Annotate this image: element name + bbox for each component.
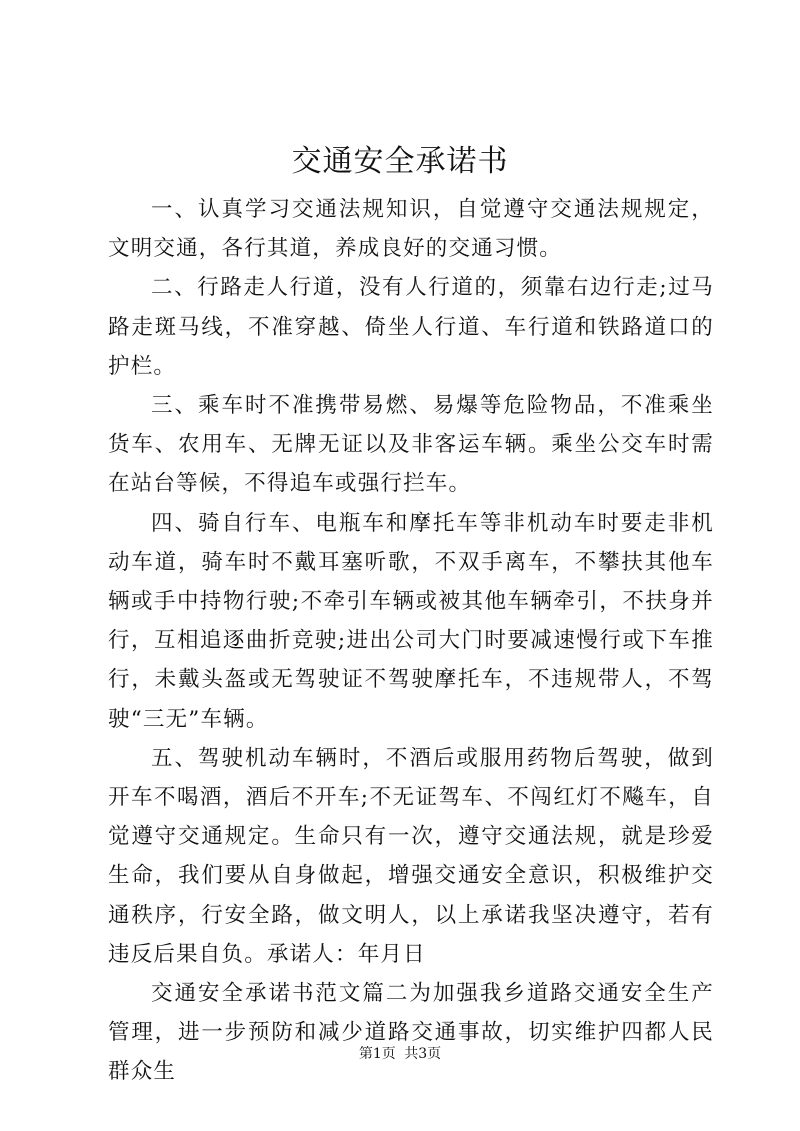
paragraph-5: 五、驾驶机动车辆时，不酒后或服用药物后驾驶，做到开车不喝酒，酒后不开车;不无证驾车、不闯红灯不飚车，自觉遵守交通规定。生命只有一次，遵守交通法规，就是珍爱生命，我们要从自身做起，增强交通安全意识，积极维护交通秩序，行安全路，做文明人，以上承诺我坚决遵守，若有违反后果自负。承诺人：年月日 [108,745,714,967]
document-body [108,190,714,1092]
paragraph-3: 三、乘车时不准携带易燃、易爆等危险物品，不准乘坐货车、农用车、无牌无证以及非客运车辆。乘坐公交车时需在站台等候，不得追车或强行拦车。 [108,393,714,497]
paragraph-6: 交通安全承诺书范文篇二为加强我乡道路交通安全生产管理，进一步预防和减少道路交通事故，切实维护四都人民群众生 [108,981,714,1085]
document-title: 交通安全承诺书 [291,144,509,179]
paragraph-1: 一、认真学习交通法规知识，自觉遵守交通法规规定，文明交通，各行其道，养成良好的交通习惯。 [108,197,714,262]
page-footer [0,1044,800,1064]
paragraph-4: 四、骑自行车、电瓶车和摩托车等非机动车时要走非机动车道，骑车时不戴耳塞听歌，不双手离车，不攀扶其他车辆或手中持物行驶;不牵引车辆或被其他车辆牵引，不扶身并行，互相追逐曲折竞驶;进出公司大门时要减速慢行或下车推行，未戴头盔或无驾驶证不驾驶摩托车，不违规带人，不驾驶“三无”车辆。 [108,510,714,732]
paragraph-2: 二、行路走人行道，没有人行道的，须靠右边行走;过马路走斑马线，不准穿越、倚坐人行道、车行道和铁路道口的护栏。 [108,275,714,379]
page-number: 第1页 [358,1046,396,1062]
page-total: 共3页 [404,1046,442,1062]
